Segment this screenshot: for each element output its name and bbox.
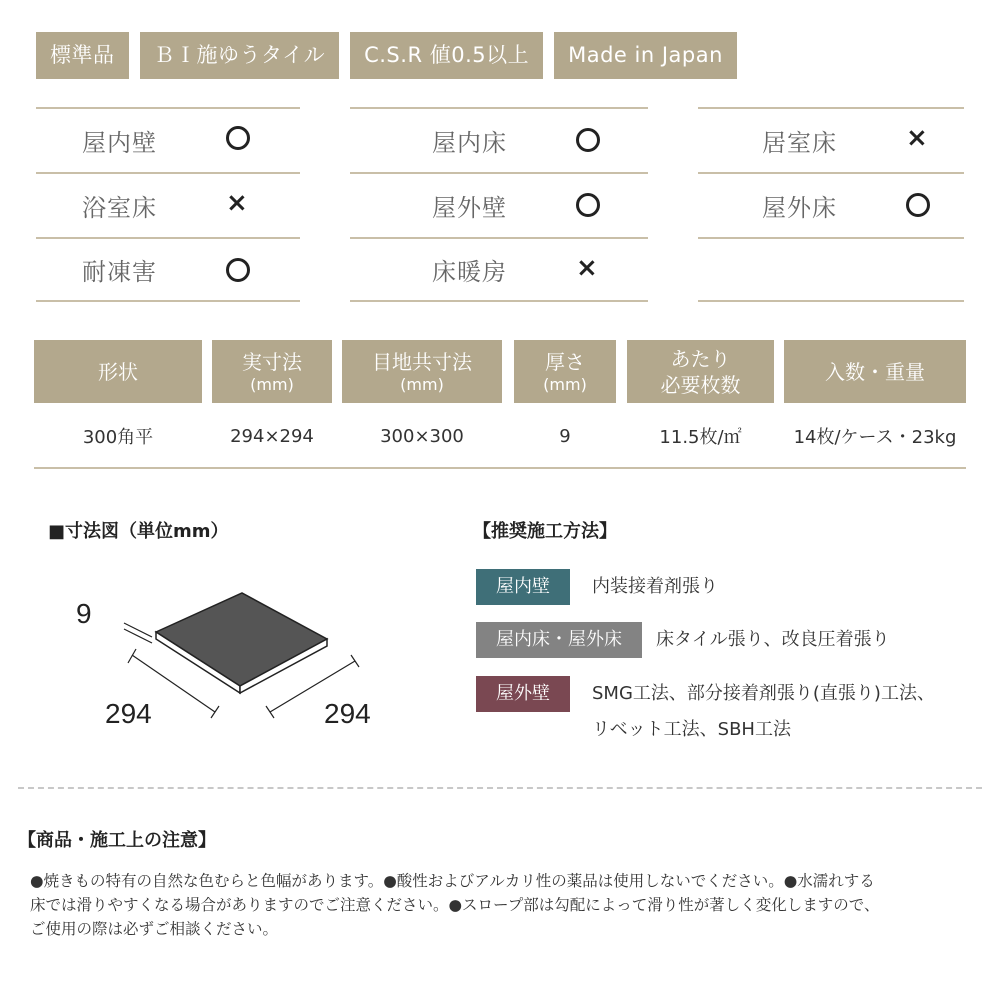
- thickness-line: [124, 629, 152, 643]
- tag-row: [36, 32, 737, 79]
- method-tag-floor: 屋内床・屋外床: [476, 622, 642, 658]
- method-text: 床タイル張り、改良圧着張り: [656, 629, 890, 650]
- usage-label: 屋外床: [762, 194, 837, 222]
- suitable-circle-icon: [576, 128, 600, 152]
- value-shape: 300角平: [82, 427, 154, 448]
- usage-column-2: [350, 107, 648, 302]
- method-text: SMG工法、部分接着剤張り(直張り)工法、: [592, 683, 935, 704]
- tag-csr: C.S.R 値0.5以上: [350, 32, 543, 79]
- usage-cell: [698, 107, 964, 172]
- recommended-row-outdoor-wall: [476, 676, 935, 748]
- spec-header-thickness: [514, 340, 616, 403]
- width-tick: [128, 649, 136, 663]
- usage-column-1: [36, 107, 300, 302]
- tag-standard: 標準品: [36, 32, 129, 79]
- method-text-block: [592, 676, 935, 748]
- unsuitable-cross-icon: ×: [576, 253, 598, 283]
- suitable-circle-icon: [576, 193, 600, 217]
- usage-grid: [0, 107, 1000, 304]
- dimension-width-label: 294: [105, 698, 152, 729]
- dashed-divider: [18, 787, 982, 789]
- usage-cell: [350, 237, 648, 302]
- usage-cell: [36, 237, 300, 302]
- header-unit: (mm): [250, 374, 294, 394]
- dimension-title: ■寸法図（単位mm）: [48, 521, 229, 542]
- usage-label: 屋外壁: [432, 194, 507, 222]
- usage-cell: [698, 172, 964, 237]
- depth-tick: [266, 706, 274, 718]
- spec-header-actual-size: [212, 340, 332, 403]
- header-title: 形状: [98, 359, 138, 384]
- usage-label: 浴室床: [82, 194, 157, 222]
- value-quantity-weight: 14枚/ケース・23kg: [793, 427, 957, 448]
- usage-label: 床暖房: [432, 258, 507, 286]
- dimension-thickness-label: 9: [76, 598, 92, 629]
- spec-header-pieces-per-area: [627, 340, 774, 403]
- width-tick: [211, 706, 219, 718]
- recommended-row-floor: [476, 622, 890, 658]
- recommended-row-indoor-wall: [476, 569, 718, 605]
- usage-cell: [350, 107, 648, 172]
- notes-line: 床では滑りやすくなる場合がありますのでご注意ください。●スロープ部は勾配によって滑り性が著しく変化しますので、: [30, 896, 880, 914]
- unsuitable-cross-icon: ×: [226, 188, 248, 218]
- notes-title: 【商品・施工上の注意】: [18, 830, 216, 851]
- usage-cell: [36, 107, 300, 172]
- unsuitable-cross-icon: ×: [906, 123, 928, 153]
- usage-cell: [36, 172, 300, 237]
- method-text: 内装接着剤張り: [592, 576, 718, 597]
- usage-cell: [350, 172, 648, 237]
- usage-label: 屋内床: [432, 129, 507, 157]
- header-title: 入数・重量: [825, 359, 925, 384]
- value-joint-size: 300×300: [380, 425, 464, 447]
- header-title-line2: 必要枚数: [660, 372, 741, 397]
- usage-label: 耐凍害: [82, 258, 157, 286]
- suitable-circle-icon: [226, 258, 250, 282]
- value-pieces-per-area: 11.5枚/㎡: [659, 427, 742, 448]
- value-thickness: 9: [559, 425, 571, 447]
- depth-tick: [351, 655, 359, 667]
- spec-header-quantity-weight: [784, 340, 966, 403]
- header-unit: (mm): [400, 374, 444, 394]
- value-actual-size: 294×294: [230, 425, 314, 447]
- dimension-depth-label: 294: [324, 698, 371, 729]
- header-unit: (mm): [543, 374, 587, 394]
- spec-table: [34, 340, 966, 469]
- notes-body: [30, 869, 970, 941]
- spec-value-row: [34, 403, 966, 469]
- suitable-circle-icon: [906, 193, 930, 217]
- spec-header-row: [34, 340, 966, 403]
- tile-top-face: [156, 593, 327, 686]
- method-text-line2: リベット工法、SBH工法: [592, 719, 791, 740]
- tag-made-in-japan: Made in Japan: [554, 32, 737, 79]
- method-tag-indoor-wall: 屋内壁: [476, 569, 570, 605]
- spec-header-shape: [34, 340, 202, 403]
- thickness-line: [124, 623, 152, 637]
- notes-line: ●焼きもの特有の自然な色むらと色幅があります。●酸性およびアルカリ性の薬品は使用しないでください。●水濡れする: [30, 872, 875, 890]
- suitable-circle-icon: [226, 126, 250, 150]
- usage-cell-empty: [698, 237, 964, 302]
- usage-label: 屋内壁: [82, 129, 157, 157]
- spec-header-joint-size: [342, 340, 502, 403]
- header-title: あたり: [670, 346, 731, 371]
- header-title: 厚さ: [545, 349, 585, 374]
- notes-line: ご使用の際は必ずご相談ください。: [30, 920, 279, 938]
- usage-column-3: [698, 107, 964, 302]
- header-title: 実寸法: [242, 349, 302, 374]
- recommended-method-title: 【推奨施工方法】: [473, 521, 617, 542]
- method-tag-outdoor-wall: 屋外壁: [476, 676, 570, 712]
- tag-bi-glazed: ＢＩ施ゆうタイル: [140, 32, 340, 79]
- header-title: 目地共寸法: [372, 349, 472, 374]
- usage-label: 居室床: [762, 129, 837, 157]
